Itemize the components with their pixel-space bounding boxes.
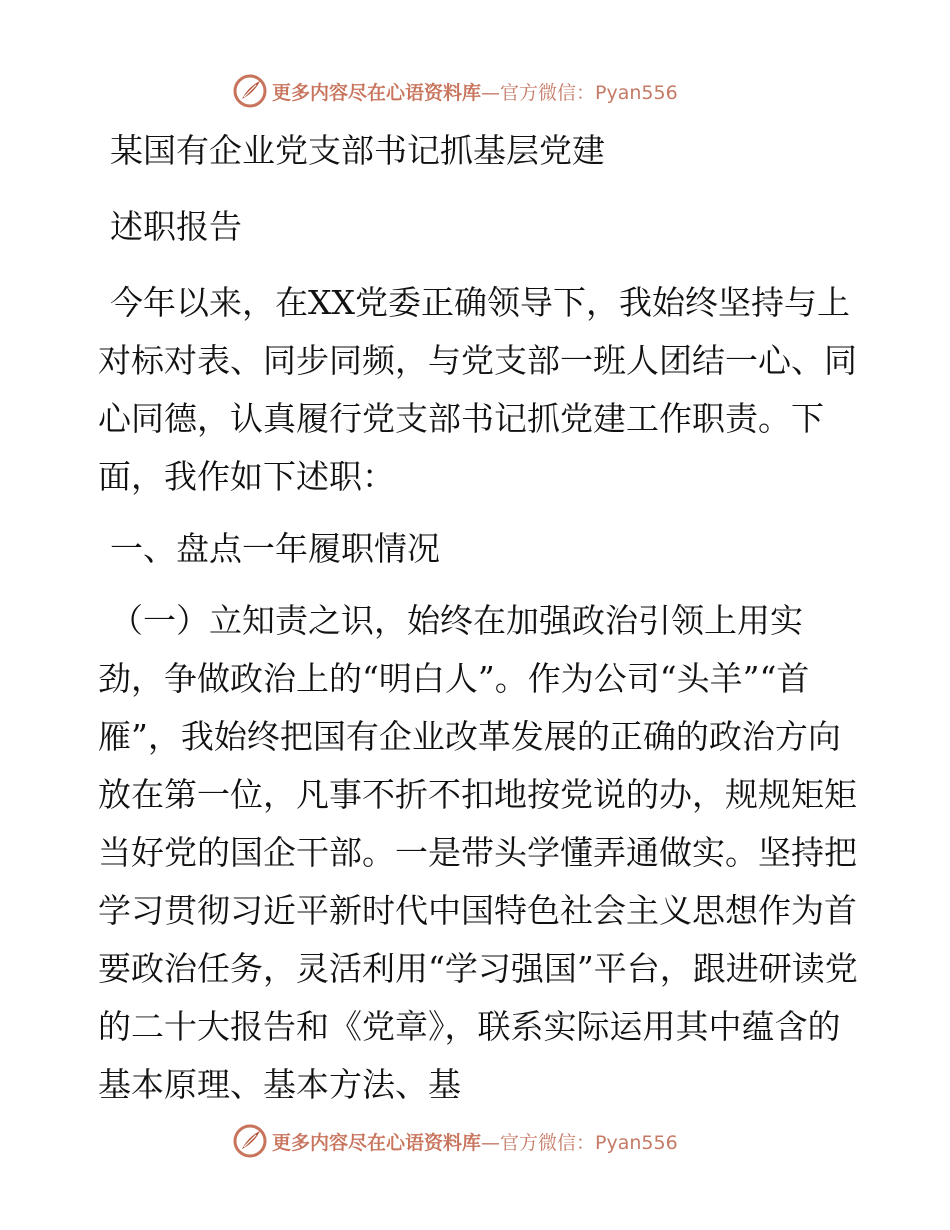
- feather-circle-logo-icon: [232, 73, 268, 109]
- feather-circle-logo-icon: [232, 1123, 268, 1159]
- watermark-banner-bottom: [232, 1121, 678, 1161]
- watermark-banner-top: [232, 71, 678, 111]
- watermark-text: [272, 1128, 678, 1155]
- section1-heading: 一、盘点一年履职情况: [110, 529, 440, 568]
- watermark-wechat-text: —官方微信：Pyan556: [481, 1131, 678, 1154]
- section1-paragraph: （一）立知责之识，始终在加强政治引领上用实劲，争做政治上的“明白人”。作为公司“头羊”“首雁”，我始终把国有企业改革发展的正确的政治方向放在第一位，凡事不折不扣地按党说的办，规规矩矩当好党的国企干部。一是带头学懂弄通做实。坚持把学习贯彻习近平新时代中国特色社会主义思想作为首要政治任务，灵活利用“学习强国”平台，跟进研读党的二十大报告和《党章》，联系实际运用其中蕴含的基本原理、基本方法、基: [98, 601, 858, 1104]
- document-title-line1: 某国有企业党支部书记抓基层党建: [110, 131, 605, 170]
- watermark-text: [272, 78, 678, 105]
- watermark-site-text: 更多内容尽在心语资料库: [272, 81, 482, 104]
- watermark-site-text: 更多内容尽在心语资料库: [272, 1131, 482, 1154]
- document-body: [98, 122, 858, 1128]
- watermark-wechat-text: —官方微信：Pyan556: [481, 81, 678, 104]
- document-title-line2: 述职报告: [110, 207, 242, 246]
- intro-paragraph: 今年以来，在XX党委正确领导下，我始终坚持与上对标对表、同步同频，与党支部一班人团结一心、同心同德，认真履行党支部书记抓党建工作职责。下面，我作如下述职：: [98, 283, 857, 496]
